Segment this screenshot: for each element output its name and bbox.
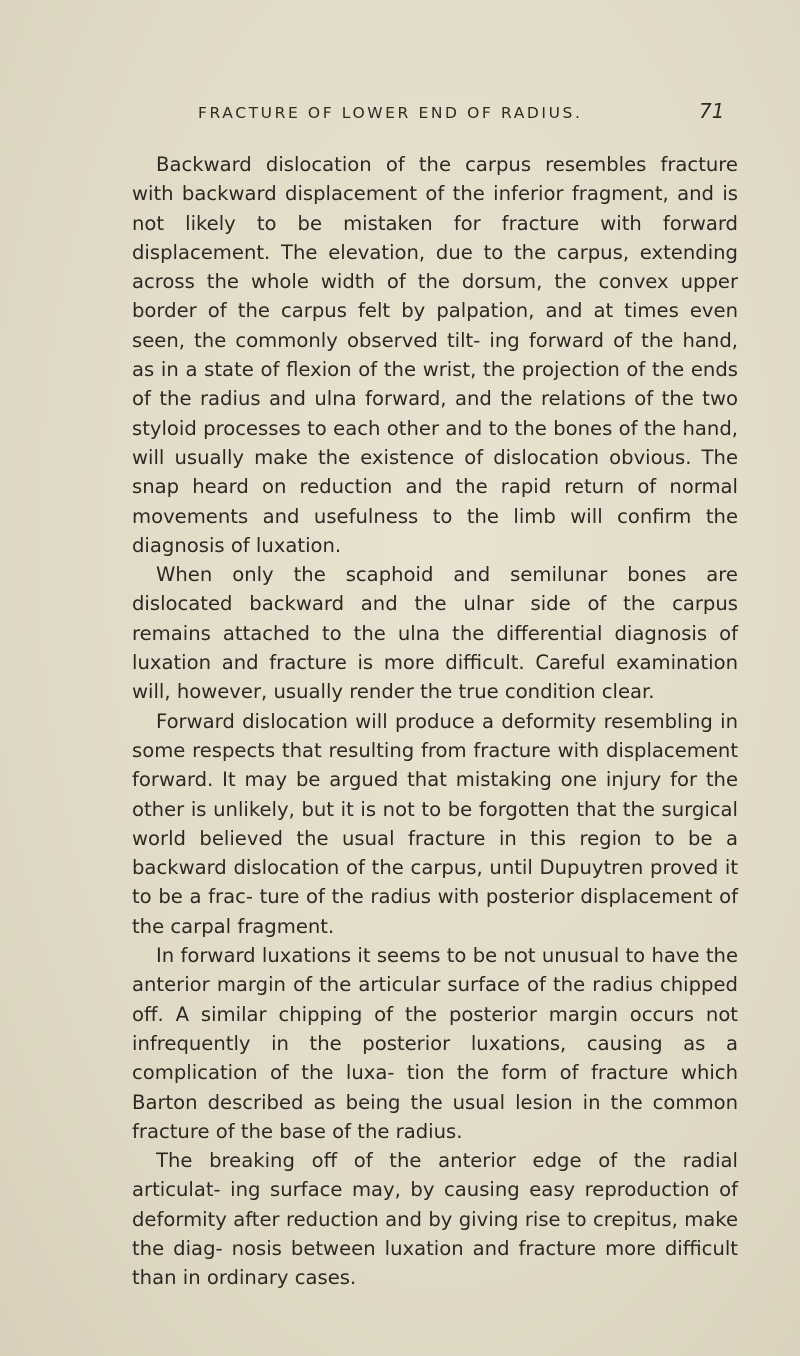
paragraph: Backward dislocation of the carpus resembles fracture with backward displacement of the inferior fragment, and is not likely to be mistaken for fracture with forward displacement. The elevation, due to the carpus, extending across the whole width of the dorsum, the convex upper border of the carpus felt by palpation, and at times even seen, the commonly observed tilt- ing forward of the hand, as in a state of flexion of the wrist, the projection of the ends of the radius and ulna forward, and the relations of the two styloid processes to each other and to the bones of the hand, will usually make the existence of dislocation obvious. The snap heard on reduction and the rapid return of normal movements and usefulness to the limb will confirm the diagnosis of luxation.: [132, 153, 738, 557]
running-head: FRACTURE OF LOWER END OF RADIUS.: [198, 104, 583, 122]
paragraph: Forward dislocation will produce a deformity resembling in some respects that resulting from fracture with displacement forward. It may be argued that mistaking one injury for the other is unlikely, but it is not to be forgotten that the surgical world believed the usual fracture in this region to be a backward dislocation of the carpus, until Dupuytren proved it to be a frac- ture of the radius with posterior displacement of the carpal fragment.: [132, 709, 738, 938]
body-text: [132, 150, 738, 1293]
paragraph: When only the scaphoid and semilunar bones are dislocated backward and the ulnar side of the carpus remains attached to the ulna the differential diagnosis of luxation and fracture is more difficult. Careful examination will, however, usually render the true condition clear.: [132, 563, 738, 704]
paragraph: The breaking off of the anterior edge of the radial articulat- ing surface may, by causing easy reproduction of deformity after reduction and by giving rise to crepitus, make the diag- nosis between luxation and fracture more difficult than in ordinary cases.: [132, 1149, 738, 1290]
page-number: 71: [699, 99, 725, 123]
paragraph: In forward luxations it seems to be not unusual to have the anterior margin of the articular surface of the radius chipped off. A similar chipping of the posterior margin occurs not infrequently in the posterior luxations, causing as a complication of the luxa- tion the form of fracture which Barton described as being the usual lesion in the common fracture of the base of the radius.: [132, 944, 738, 1143]
